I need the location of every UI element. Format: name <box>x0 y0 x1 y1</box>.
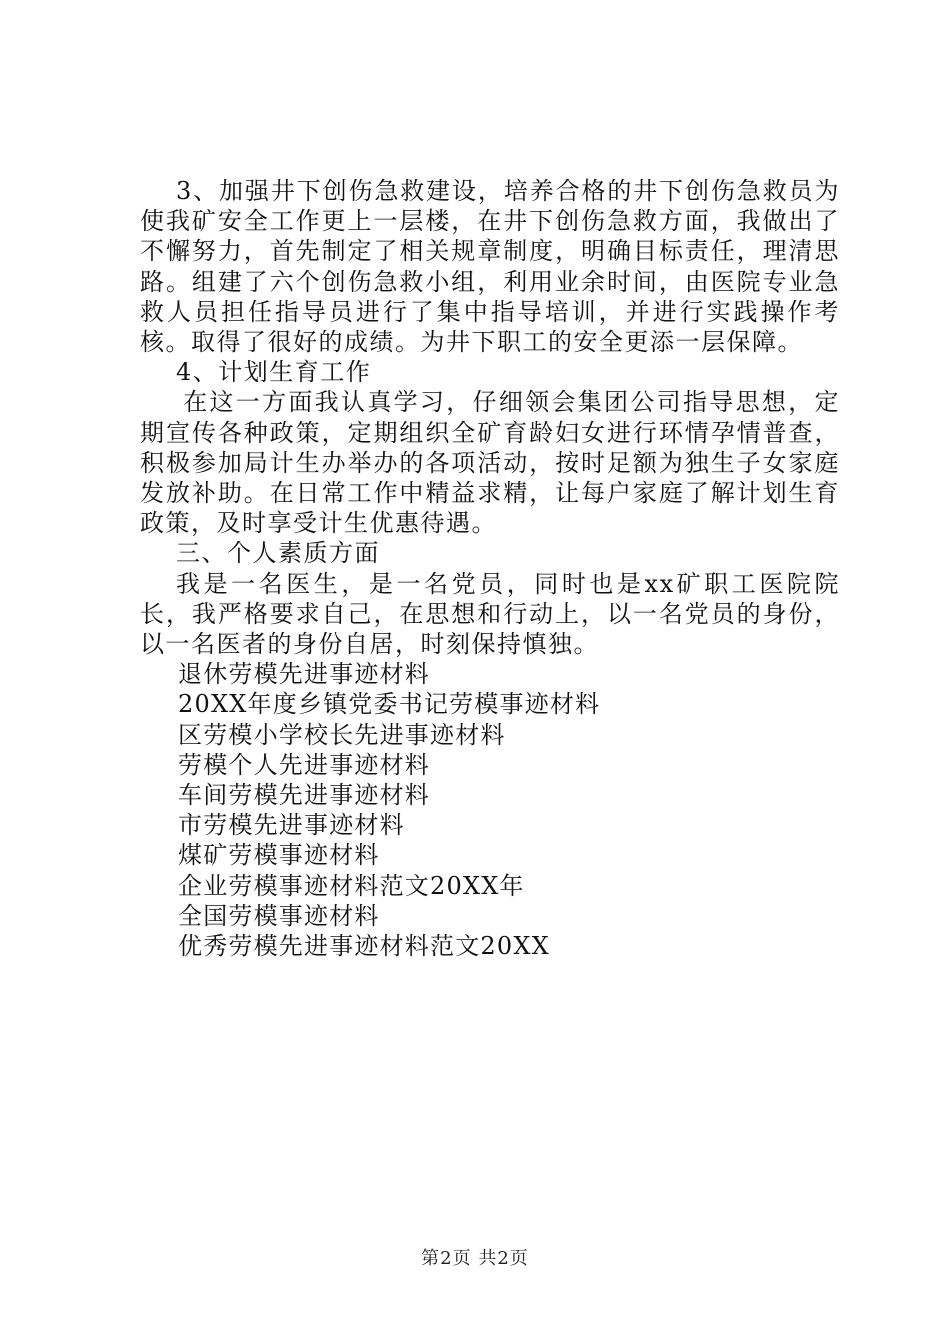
related-link[interactable]: 全国劳模事迹材料 <box>178 901 380 930</box>
paragraph-personal-quality: 我是一名医生，是一名党员，同时也是xx矿职工医院院长，我严格要求自己，在思想和行动上，以一名党员的身份，以一名医者的身份自居，时刻保持慎独。 <box>140 569 840 659</box>
related-link[interactable]: 市劳模先进事迹材料 <box>178 811 405 840</box>
related-link[interactable]: 煤矿劳模事迹材料 <box>178 841 380 870</box>
document-body <box>140 176 840 961</box>
related-links-list <box>140 659 840 961</box>
related-link[interactable]: 退休劳模先进事迹材料 <box>178 660 430 689</box>
heading-family-planning: 4、计划生育工作 <box>176 358 372 387</box>
related-link[interactable]: 车间劳模先进事迹材料 <box>178 781 430 810</box>
related-link[interactable]: 优秀劳模先进事迹材料范文20XX <box>178 932 550 961</box>
related-link[interactable]: 企业劳模事迹材料范文20XX年 <box>178 871 525 900</box>
page-footer: 第2页 共2页 <box>421 1248 529 1269</box>
related-link[interactable]: 区劳模小学校长先进事迹材料 <box>178 720 506 749</box>
related-link[interactable]: 劳模个人先进事迹材料 <box>178 750 430 779</box>
related-link[interactable]: 20XX年度乡镇党委书记劳模事迹材料 <box>178 690 601 719</box>
paragraph-family-planning: 在这一方面我认真学习，仔细领会集团公司指导思想，定期宣传各种政策，定期组织全矿育龄妇女进行环情孕情普查，积极参加局计生办举办的各项活动，按时足额为独生子女家庭发放补助。在日常工作中精益求精，让每户家庭了解计划生育政策，及时享受计生优惠待遇。 <box>140 388 840 538</box>
heading-personal-quality: 三、个人素质方面 <box>176 539 380 568</box>
paragraph-first-aid: 3、加强井下创伤急救建设，培养合格的井下创伤急救员为使我矿安全工作更上一层楼，在井下创伤急救方面，我做出了不懈努力，首先制定了相关规章制度，明确目标责任，理清思路。组建了六个创伤急救小组，利用业余时间，由医院专业急救人员担任指导员进行了集中指导培训，并进行实践操作考核。取得了很好的成绩。为井下职工的安全更添一层保障。 <box>140 177 840 357</box>
